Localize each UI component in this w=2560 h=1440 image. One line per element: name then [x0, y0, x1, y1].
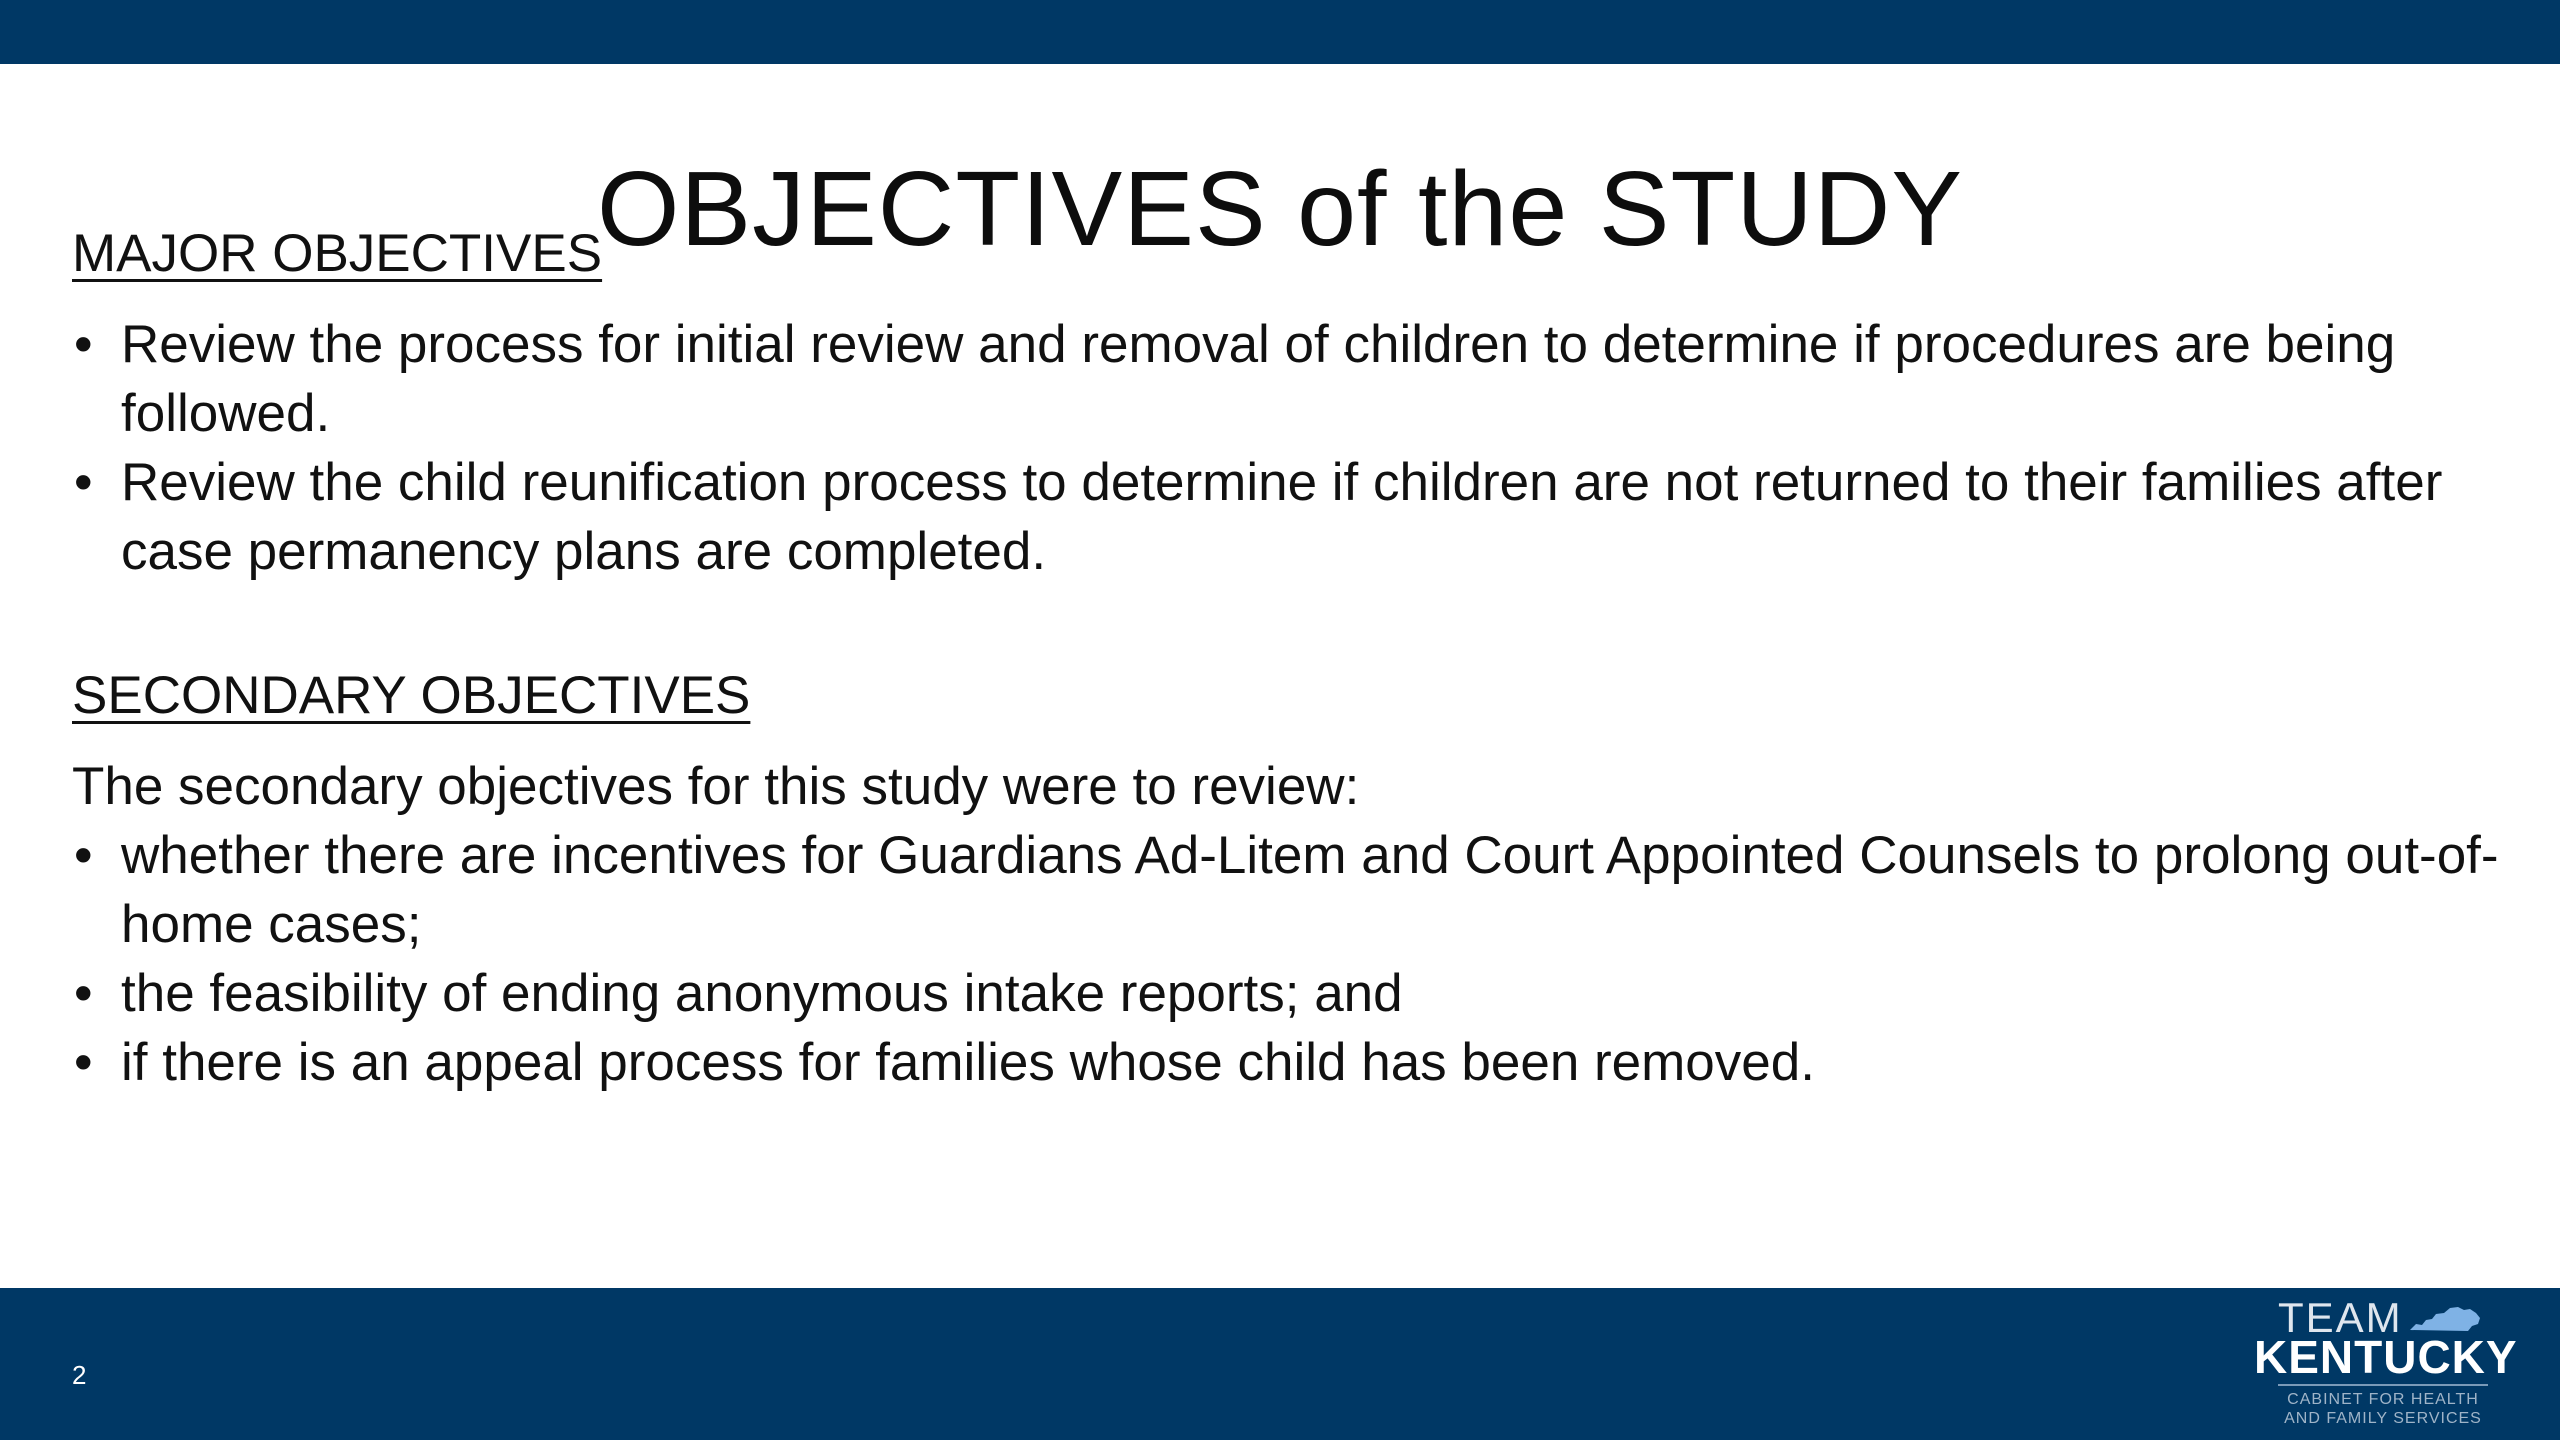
list-item [72, 448, 2512, 586]
secondary-objectives-heading: SECONDARY OBJECTIVES [72, 666, 751, 725]
team-kentucky-logo [2248, 1296, 2528, 1436]
list-item-text: Review the child reunification process to determine if children are not returned to their families after case permanency plans are completed. [121, 453, 2443, 581]
bullet-icon: • [74, 315, 93, 374]
page-number: 2 [72, 1360, 87, 1390]
bullet-icon: • [74, 826, 93, 885]
top-banner [0, 0, 2560, 64]
list-item-text: if there is an appeal process for families whose child has been removed. [121, 1033, 1815, 1092]
secondary-objectives-list [72, 821, 2512, 1097]
kentucky-state-icon [2408, 1304, 2482, 1334]
list-item [72, 1028, 2512, 1097]
list-item-text: Review the process for initial review and removal of children to determine if procedures are being followed. [121, 315, 2396, 443]
logo-cabinet-line-2: AND FAMILY SERVICES [2284, 1410, 2482, 1427]
list-item [72, 959, 2512, 1028]
section-spacer [72, 586, 2512, 664]
list-item [72, 310, 2512, 448]
bullet-icon: • [74, 1033, 93, 1092]
slide-title: OBJECTIVES of the STUDY [596, 150, 1964, 269]
list-item-text: whether there are incentives for Guardians Ad-Litem and Court Appointed Counsels to prolong out-of-home cases; [121, 826, 2499, 954]
logo-cabinet-text [2278, 1390, 2488, 1428]
secondary-intro: The secondary objectives for this study were to review: [72, 757, 1360, 816]
bullet-icon: • [74, 964, 93, 1023]
slide-content [72, 222, 2512, 1097]
logo-divider [2278, 1384, 2488, 1386]
list-item [72, 821, 2512, 959]
logo-kentucky-text: KENTUCKY [2254, 1331, 2518, 1383]
list-item-text: the feasibility of ending anonymous intake reports; and [121, 964, 1403, 1023]
major-objectives-heading: MAJOR OBJECTIVES [72, 224, 603, 283]
bottom-banner [0, 1288, 2560, 1440]
bullet-icon: • [74, 453, 93, 512]
major-objectives-list [72, 310, 2512, 586]
logo-cabinet-line-1: CABINET FOR HEALTH [2287, 1391, 2479, 1408]
logo-team-text: TEAM [2278, 1294, 2403, 1341]
